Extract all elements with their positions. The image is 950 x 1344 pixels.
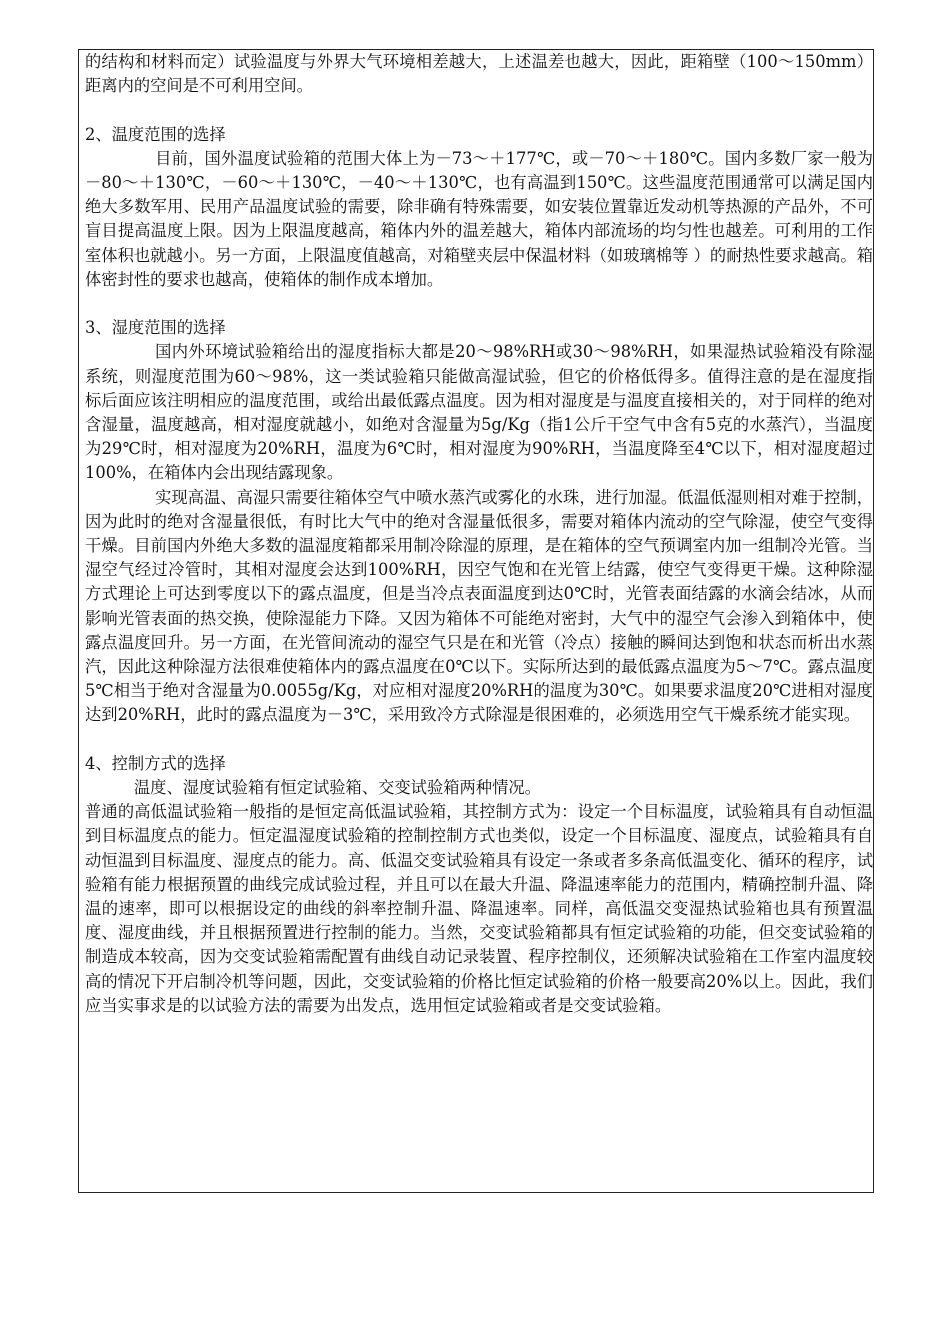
section-heading-temperature-range: 2、温度范围的选择 [85,124,226,144]
document-body [85,50,873,1018]
paragraph-control-method: 普通的高低温试验箱一般指的是恒定高低温试验箱，其控制方式为：设定一个目标温度，试验箱具有自动恒温到目标温度点的能力。恒定温湿度试验箱的控制控制方式也类似，设定一个目标温度、湿度点，试验箱具有自动恒温到目标温度、湿度点的能力。高、低温交变试验箱具有设定一条或者多条高低温变化、循环的程序，试验箱有能力根据预置的曲线完成试验过程，并且可以在最大升温、降温速率能力的范围内，精确控制升温、降温的速率，即可以根据设定的曲线的斜率控制升温、降温速率。同样，高低温交变湿热试验箱也具有预置温度、湿度曲线，并且根据预置进行控制的能力。当然，交变试验箱都具有恒定试验箱的功能，但交变试验箱的制造成本较高，因为交变试验箱需配置有曲线自动记录装置、程序控制仪，还须解决试验箱在工作室内温度较高的情况下开启制冷机等问题，因此，交变试验箱的价格比恒定试验箱的价格一般要高20%以上。因此，我们应当实事求是的以试验方法的需要为出发点，选用恒定试验箱或者是交变试验箱。 [85,802,873,1015]
paragraph-gap [85,292,873,316]
paragraph-gap [85,98,873,122]
paragraph-control-types: 温度、湿度试验箱有恒定试验箱、交变试验箱两种情况。 [133,778,541,798]
paragraph-gap [85,728,873,752]
paragraph-dehumidification: 实现高温、高湿只需要往箱体空气中喷水蒸汽或雾化的水珠，进行加湿。低温低湿则相对难于控制，因为此时的绝对含湿量很低，有时比大气中的绝对含湿量低很多，需要对箱体内流动的空气除湿，使空气变得干燥。目前国内外绝大多数的温湿度箱都采用制冷除湿的原理，是在箱体的空气预调室内加一组制冷光管。当湿空气经过冷管时，其相对湿度会达到100%RH，因空气饱和在光管上结露，使空气变得更干燥。这种除湿方式理论上可达到零度以下的露点温度，但是当冷点表面温度到达0℃时，光管表面结露的水滴会结冰，从而影响光管表面的热交换，使除湿能力下降。又因为箱体不可能绝对密封，大气中的湿空气会渗入到箱体中，使露点温度回升。另一方面，在光管间流动的湿空气只是在和光管（冷点）接触的瞬间达到饱和状态而析出水蒸汽，因此这种除湿方法很难使箱体内的露点温度在0℃以下。实际所达到的最低露点温度为5～7℃。露点温度5℃相当于绝对含湿量为0.0055g/Kg，对应相对湿度20%RH的温度为30℃。如果要求温度20℃进相对湿度达到20%RH，此时的露点温度为－3℃，采用致冷方式除湿是很困难的，必须选用空气干燥系统才能实现。 [85,487,873,725]
section-heading-humidity-range: 3、湿度范围的选择 [85,318,226,338]
section-heading-control-method: 4、控制方式的选择 [85,753,226,773]
paragraph-humidity-range: 国内外环境试验箱给出的湿度指标大都是20～98%RH或30～98%RH，如果湿热试验箱没有除湿系统，则湿度范围为60～98%，这一类试验箱只能做高湿试验，但它的价格低得多。值得注意的是在湿度指标后面应该注明相应的温度范围，或给出最低露点温度。因为相对湿度是与温度直接相关的，对于同样的绝对含湿量，温度越高，相对湿度就越小，如绝对含湿量为5g/Kg（指1公斤干空气中含有5克的水蒸汽），当温度为29℃时，相对湿度为20%RH，温度为6℃时，相对湿度为90%RH，当温度降至4℃以下，相对湿度超过100%，在箱体内会出现结露现象。 [85,342,873,483]
paragraph-temperature-range: 目前，国外温度试验箱的范围大体上为－73～＋177℃，或－70～＋180℃。国内多数厂家一般为－80～＋130℃，－60～＋130℃，－40～＋130℃，也有高温到150℃。这些温度范围通常可以满足国内绝大多数军用、民用产品温度试验的需要，除非确有特殊需要，如安装位置靠近发动机等热源的产品外，不可盲目提高温度上限。因为上限温度越高，箱体内外的温差越大，箱体内部流场的均匀性也越差。可利用的工作室体积也就越小。另一方面，上限温度值越高，对箱壁夹层中保温材料（如玻璃棉等 ）的耐热性要求越高。箱体密封性的要求也越高，使箱体的制作成本增加。 [85,148,873,289]
paragraph-intro-continuation: 的结构和材料而定）试验温度与外界大气环境相差越大，上述温差也越大，因此，距箱壁（100～150mm）距离内的空间是不可利用空间。 [85,52,873,96]
